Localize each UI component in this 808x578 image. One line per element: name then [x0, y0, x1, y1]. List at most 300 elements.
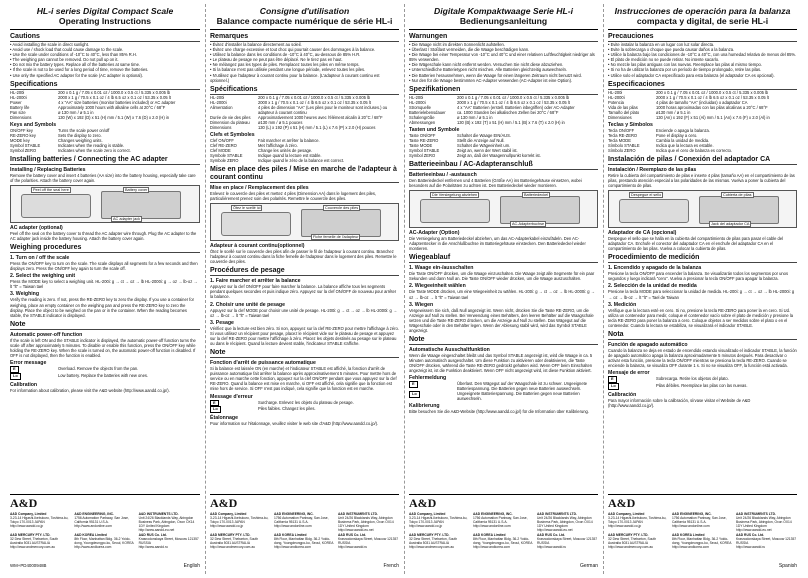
spec-label-text: Schalengröße: [409, 114, 435, 120]
caution-item: • Die Waage nicht im direkten Sonnenlicht aufstellen.: [409, 42, 598, 47]
calibration-heading: Étalonnage: [210, 415, 238, 422]
battery-figure: [409, 190, 598, 228]
column-german: [404, 4, 603, 574]
cautions-heading: Precauciones: [608, 33, 797, 42]
address-block: [672, 533, 733, 549]
ac-text: Die Versiegelung am Batteriedeckel abziehen, um das AC-Adapterkabel einzufädeln. Den AC-Adapterstecker in die Anschlußbuchse im Batteriegehäuse einstecken. Den Batteriedeckel wieder montieren.: [409, 235, 586, 252]
company-url[interactable]: http://www.aandd.co.jp: [210, 524, 244, 528]
weigh-heading: Procedimiento de medición: [608, 254, 797, 263]
company-url[interactable]: http://www.andkorea.com: [274, 545, 312, 549]
errors-label-text: E: [608, 376, 617, 383]
company-address: 1756 Automation Parkway, San Jose, California 95131 U.S.A.: [473, 516, 528, 524]
caution-item: • Si la balance n'est pas utilisée pendant une longue période, enlevez toutes les piles.: [210, 67, 399, 72]
spec-table: [409, 95, 598, 125]
weigh-steps: [210, 278, 399, 346]
company-name: A&D MERCURY PTY. LTD.: [210, 533, 251, 537]
company-name: A&D MERCURY PTY. LTD.: [409, 533, 450, 537]
company-address: 3-23-14 Higashi-Ikebukuro, Toshima-ku, Tokyo 170-0013 JAPAN: [10, 516, 69, 524]
company-url[interactable]: http://www.aandd.co.jp: [608, 524, 642, 528]
spec-value: ø130 mm / ø 5.1 in: [656, 109, 691, 115]
keys-heading: Keys and Symbols: [10, 121, 57, 128]
keys-heading: Teclas y Símbolos: [608, 121, 653, 128]
keys-value: Pone el display a cero.: [656, 132, 698, 138]
keys-label-text: Clef RE-ZERO: [210, 142, 237, 148]
spec-label-text: Dimensiones: [608, 114, 632, 120]
caution-item: • Use only the specified AC adapter for the scale (AC adapter is optional).: [10, 73, 200, 78]
caution-item: • Die Waage bei einer Temperatur von -10°C und 40°C und einer relativen Luftfeuchtigkeit niedriger als 85% verwenden.: [409, 52, 598, 62]
caution-item: • Avoid installing the scale in direct sunlight.: [10, 42, 200, 47]
spec-value: 2000 x 1 g / 70.5 x 0.1 oz / 4 lb 6.5 oz x 0.1 oz / 53.35 x 0.05 lt: [457, 99, 570, 105]
title-line-2: Operating Instructions: [58, 16, 152, 26]
errors-row: [608, 376, 797, 383]
company-url[interactable]: http://www.aandd-eu.net: [537, 528, 573, 532]
install-heading: Batterieeinbau / AC-Adapteranschluß: [409, 161, 598, 170]
install-heading: Mise en place des piles / Mise en marche de l'adapteur à courant continu: [210, 166, 399, 183]
caution-item: • Use the scale under conditions of -10°C to 40°C, less than 85% R.H.: [10, 52, 200, 57]
company-address: Krasnodonskaya Street, Moscow 121357 RUSSIA: [736, 537, 797, 545]
spec-table: [608, 90, 797, 120]
keys-label-text: Tecla RE-ZERO: [608, 132, 638, 138]
keys-table: [409, 133, 598, 158]
company-url[interactable]: http://www.aandd.ru: [537, 545, 567, 549]
address-block: [10, 512, 71, 532]
column-french: [205, 4, 404, 574]
address-block: [537, 533, 598, 549]
step-text: Presione la tecla MODE para seleccionar la unidad de medida. HL-200i: g → ct → oz → lb HL-2000i: g → oz → lb-oz → lt "lt" = Tael de Taiwan: [608, 289, 795, 300]
spec-value: Approximativement 1000 heures avec l'élément alcalin à 20°C / 68°F: [258, 114, 383, 120]
spec-value: 200 x 0.1 g / 7.05 x 0.01 oz / 1000.0 x 0.5 ct / 5.335 x 0.005 lb: [656, 89, 769, 95]
keys-value: Indicates when the reading is stable.: [58, 142, 125, 148]
step-heading: 3. Medición: [608, 301, 637, 308]
weigh-heading: Weighing procedures: [10, 244, 200, 253]
note-heading: Note: [210, 349, 399, 358]
company-address: Unit 24/26 Blacklands Way, Abingdon Business Park, Abingdon, Oxon OX14 1DY United Kingdom: [736, 516, 792, 528]
install-text: Den Batteriedeckel entfernen und 4 Batterien (Größe AA) ins Batteriegehäuse einsetzen, wobei besonders auf die Polaritäten zu achten ist. Den Batteriedeckel wieder montieren.: [409, 177, 582, 188]
spec-table: [10, 90, 200, 120]
company-name: A&D ENGINEERING, INC.: [74, 512, 114, 516]
company-address: 8th Floor, Manhattan Bldg. 36-2 Yoido-dong, Youngdeungpo-ku, Seoul, KOREA: [274, 537, 334, 545]
company-url[interactable]: http://www.andonline.com: [274, 524, 312, 528]
calibration-heading: Calibration: [10, 381, 38, 388]
spec-value: 4 x "AA" size batteries (monitor batteries included) or AC adapter: [58, 99, 176, 105]
spec-label: [210, 125, 258, 130]
weigh-heading: Wiegeablauf: [409, 254, 598, 263]
caution-item: • Utilice la balanza bajo las condiciones de -10°C a 40°C, con una humedad relativa de menos del 85%.: [608, 52, 797, 57]
column-title: [10, 6, 200, 30]
keys-row: [10, 148, 200, 153]
address-block: [537, 512, 598, 532]
title-line-2: Bedienungsanleitung: [459, 16, 548, 26]
spec-label-text: Stromquelle: [409, 104, 431, 110]
note-subheading: Automatische Ausschaltfunktion: [409, 347, 490, 354]
errors-label-text: Lo: [10, 373, 21, 380]
company-url[interactable]: http://www.aandd.ru: [138, 545, 168, 549]
errors-value: Ungeeignete Batteriespannung. Die Batterien gegen neue Batterien auswechseln.: [457, 391, 580, 402]
keys-value: Indica que el cero de balanza es correcto.: [656, 147, 733, 153]
keys-value: Enciende o apaga la balanza.: [656, 127, 710, 133]
address-block: [409, 512, 470, 532]
spec-label-text: Power: [10, 99, 22, 105]
errors-value: Überlast. Den Wägegut auf der Waagschale ist zu schwer. Ungeeignete Batteriespannung. Die Batterien gegen neue Batterien auswechseln.: [457, 381, 588, 392]
keys-value: Zeigt an, wenn der Wert stabil ist.: [457, 147, 518, 153]
step-text: Die Taste ON/OFF drücken, um die Waage einzuschalten. Die Waage zeigt alle Segmente für ein paar Sekunden und dann Null an. Die Taste ON/OFF wieder drücken, um die Waage auszuschalten.: [409, 271, 595, 282]
company-name: A&D Company, Limited: [409, 512, 446, 516]
company-url[interactable]: http://www.andmercury.com.au: [10, 545, 56, 549]
install-subheading: Installing / Replacing Batteries: [10, 166, 86, 173]
step-text: Appuyez sur la clef ON/OFF pour faire marcher la balance. La balance affiche tous les segments pendant quelques secondes et puis indique zéro. Appuyez sur la clef ON/OFF de nouveau pour arrêter la balance.: [210, 284, 397, 300]
cautions-heading: Cautions: [10, 33, 200, 42]
errors-label: [409, 381, 457, 391]
errors-row: [608, 383, 797, 390]
company-name: A&D ENGINEERING, INC.: [672, 512, 712, 516]
install-text: Remove the battery cover and insert 4 batteries (AA size) into the battery housing, especially take care of the polarities. Attach the battery cover again.: [10, 172, 196, 183]
error-table: [10, 366, 200, 380]
spec-label-text: Durée de vie des piles: [210, 114, 251, 120]
errors-row: [409, 381, 598, 391]
step-heading: 2. Selección de la unidad de medida: [608, 283, 697, 290]
instruction-sheet: [6, 4, 802, 574]
adapter-jack-label: Fiche femelle de l'adapteur: [313, 234, 359, 239]
peel-seal-label: Despegue el sello: [631, 192, 662, 197]
cautions-heading: Warnungen: [409, 33, 598, 42]
errors-label: [608, 383, 656, 390]
caution-item: • Évitez une charge excessive et tout choc qui pourrait causer des dommages à la balance.: [210, 47, 399, 52]
company-url[interactable]: http://www.aandd.ru: [338, 545, 368, 549]
errors-label-text: E: [210, 400, 219, 407]
errors-label: [210, 400, 258, 407]
scale-base-shape: [420, 199, 490, 223]
keys-value: Fait marcher et arrêter la balance.: [258, 137, 320, 143]
spec-value: ca. 1000 Stunden bei alkalischen Zellen bei 20°C / 68°F: [457, 109, 559, 115]
title-line-2: compacta y digital, de serie HL-i: [636, 16, 769, 26]
keys-table: [210, 138, 399, 163]
keys-row: [409, 153, 598, 158]
caution-item: • Si no ha de utilizar la balanza por un período de tiempo prolongado, retire las pilas.: [608, 67, 797, 72]
errors-row: [409, 391, 598, 401]
title-line-2: Balance compacte numérique de série HL-i: [216, 16, 393, 26]
company-name: A&D ENGINEERING, INC.: [473, 512, 513, 516]
spec-row: [608, 115, 797, 120]
company-address: 32 Dew Street, Thebarton, South Australia 5031 AUSTRALIA: [409, 537, 458, 545]
spec-label-text: Potencia: [608, 99, 624, 105]
spec-heading: Spécifications: [210, 86, 399, 95]
address-grid: [608, 512, 797, 549]
spec-heading: Spezifikationen: [409, 86, 598, 95]
company-address: 1756 Automation Parkway, San Jose, California 95131 U.S.A.: [672, 516, 727, 524]
language-label: Spanish: [778, 563, 797, 569]
company-address: 32 Dew Street, Thebarton, South Australia 5031 AUSTRALIA: [608, 537, 657, 545]
spec-value: 4 piles de dimension "AA" (Les piles pour le moniteur sont incluses.) ou adapteur à courant continu: [258, 104, 388, 115]
title-line-1: HL-i series Digital Compact Scale: [36, 6, 174, 16]
install-heading: Instalación de pilas / Conexión del adaptador CA: [608, 156, 797, 165]
company-url[interactable]: http://www.andonline.com: [672, 524, 710, 528]
spec-value: 2000 x 1 g / 70.5 x 0.1 oz / 4 lb 6.5 oz x 0.1 oz / 53.35 x 0.05 lt: [258, 99, 371, 105]
caution-item: • Nur den für die Waage bestimmten AC-Adapter verwenden (AC-Adapter ist eine Option).: [409, 78, 598, 83]
error-heading: Error message: [10, 360, 47, 367]
spec-label-text: HL-2000i: [608, 94, 625, 100]
cautions-list: [10, 42, 200, 78]
scale-base-shape: [221, 212, 291, 236]
column-title: [608, 6, 797, 30]
errors-value: Low battery. Replace the batteries with new ones.: [58, 372, 149, 378]
company-url[interactable]: http://www.andkorea.com: [74, 545, 112, 549]
errors-row: [210, 400, 399, 407]
error-heading: Message d'erreur: [210, 393, 253, 400]
address-block: [210, 512, 271, 532]
calibration-text: Pour information sur l'étalonnage, veuillez visiter le web site d'A&D (http://www.aandd.co.jp/).: [210, 421, 379, 427]
company-url[interactable]: http://www.aandd.co.jp: [409, 524, 443, 528]
note-heading: Note: [409, 336, 598, 345]
caution-item: • Do not mix the battery types. Replace all of the batteries at same time.: [10, 62, 200, 67]
note-subheading: Fonction d'arrêt de puissance automatique: [210, 360, 316, 367]
address-block: [473, 512, 534, 532]
company-name: A&D RUS Co. Ltd.: [736, 533, 765, 537]
step-text: Vérifiez que la lecture est bien zéro. Si non, appuyez sur la clef RE-ZERO pour mettre l'affichage à zéro. Si vous utilisez un récipient pour pesage, placez le récipient vide sur le plateau de pesage et appuyez sur la clef RE-ZERO pour mettre l'affichage à zéro. Placez les objets destinés au pesage sur le plateau ou dans le récipient. Quand la lecture devient stable, l'indicateur STABLE s'affiche.: [210, 325, 399, 346]
step-heading: 3. Pesage: [210, 319, 234, 326]
company-address: 32 Dew Street, Thebarton, South Australia 5031 AUSTRALIA: [10, 537, 59, 545]
company-url[interactable]: http://www.andmercury.com.au: [409, 545, 455, 549]
keys-label-text: Clef ON/OFF: [210, 137, 234, 143]
column-title: [409, 6, 598, 30]
company-address: Krasnodonskaya Street, Moscow 121357 RUSSIA: [537, 537, 598, 545]
company-name: A&D Company, Limited: [608, 512, 645, 516]
company-name: A&D RUS Co. Ltd.: [338, 533, 367, 537]
address-block: [74, 512, 135, 532]
battery-compartment-shape: [301, 209, 381, 237]
address-grid: [10, 512, 200, 549]
note-text: Wenn die Waage eingeschaltet bleibt und das Symbol STABLE angezeigt ist, wird die Waage in ca. 5 Minuten automatisch ausgeschaltet. Um diese Funktion zu aktivieren oder deaktivieren, die Taste ON/OFF drücken, während die Taste RE-ZERO gedrückt gehalten wird. Wenn OFF beim Einschalten angezeigt ist, ist die Funktion deaktiviert. Wenn OFF nicht angezeigt wird, ist diese Funktion aktiviert.: [409, 353, 593, 374]
company-url[interactable]: http://www.aandd-eu.net: [736, 528, 772, 532]
company-address: 3-23-14 Higashi-Ikebukuro, Toshima-ku, Tokyo 170-0013 JAPAN: [409, 516, 468, 524]
spec-label-text: Tamaño del plato: [608, 109, 640, 115]
spec-value: 1000 horas aproximadas con las pilas alcalinas a 20°C / 68°F: [656, 104, 768, 110]
spec-label-text: HL-200i: [409, 94, 424, 100]
company-address: 1756 Automation Parkway, San Jose, California 95131 U.S.A.: [74, 516, 129, 524]
company-name: A&D RUS Co. Ltd.: [537, 533, 566, 537]
address-block: [338, 533, 399, 549]
ac-text: Peel off the seal on the battery cover to thread the AC adapter wire through. Plug the AC adapter to the AC adapter jack inside the battery housing. Attach the battery cover again.: [10, 230, 197, 241]
spec-label: [409, 120, 457, 125]
errors-value: Overload. Remove the objects from the pan.: [58, 366, 139, 372]
install-text: Enlevez le couvercle des piles et mettez 4 piles (Dimension AA) dans le logement des piles, particulièrement prenez soin des polarités. Remettre le couvercle des piles.: [210, 190, 377, 201]
errors-label: [10, 373, 58, 380]
errors-value: Sobrecarga. Retire los objetos del plato.: [656, 376, 729, 382]
company-address: Unit 24/26 Blacklands Way, Abingdon Business Park, Abingdon, Oxon OX14 1DY United Kingdom: [338, 516, 394, 528]
spec-label-text: Alimentation: [210, 104, 233, 110]
errors-label: [10, 366, 58, 373]
spec-value: ø 130 mm / ø 5.1 in: [58, 109, 94, 115]
caution-item: • Evite la sobrecarga o choque que pueda causar daños a la balanza.: [608, 47, 797, 52]
company-address: Unit 24/26 Blacklands Way, Abingdon Business Park, Abingdon, Oxon OX14 1DY United Kingdom: [138, 516, 195, 528]
caution-item: • Utilisez la balance dans les conditions de -10°C à 40°C, au-dessous de 85% H.R.: [210, 52, 399, 57]
spec-label-text: Pan size: [10, 109, 26, 115]
company-url[interactable]: http://www.aandd-eu.net: [138, 528, 175, 532]
keys-label-text: Symbole ZERO: [210, 157, 239, 163]
cautions-list: [608, 42, 797, 78]
company-url[interactable]: http://www.andkorea.com: [672, 545, 710, 549]
company-name: A&D KOREA Limited: [74, 533, 107, 537]
errors-label: [210, 406, 258, 413]
caution-item: • Utilice solo el adaptador CA especificado para esta balanza (el adaptador CA es opcional).: [608, 73, 797, 78]
keys-label-text: Symbol STABLE: [10, 142, 41, 148]
brand-logo: A&D: [210, 496, 238, 510]
address-block: [10, 533, 71, 549]
step-text: Press the MODE key to select a weighing unit. HL-200i: g → ct → oz → lb HL-2000i: g → oz → lb-oz → lt "lt" = Taiwan tael: [10, 279, 198, 290]
company-name: A&D MERCURY PTY. LTD.: [10, 533, 51, 537]
spec-value: 4 x "AA" Batterien (erstell. Batterien inbegriffen) oder AC-Adapter: [457, 104, 575, 110]
errors-label-text: E: [409, 381, 418, 388]
keys-label-text: Taste MODE: [409, 142, 433, 148]
caution-item: • N'utilisez que l'adapteur à courant continu pour la balance. (L'adapteur à courant continu est optionnel.): [210, 73, 399, 83]
keys-label: [409, 153, 457, 158]
error-table: [210, 400, 399, 414]
company-name: A&D KOREA Limited: [672, 533, 705, 537]
company-name: A&D INSTRUMENTS LTD.: [736, 512, 776, 516]
keys-row: [608, 148, 797, 153]
battery-compartment-shape: [500, 196, 580, 224]
column-english: [6, 4, 205, 574]
caution-item: • Unterschiedliche Batterietypen nicht mischen. Alle Batterien gleichzeitig auswechseln.: [409, 67, 598, 72]
spec-label-text: Abmessungen: [409, 119, 436, 125]
spec-label-text: Dimension du plateau: [210, 119, 250, 125]
spec-value: ø 130 mm / ø 5.1 in: [457, 114, 493, 120]
step-text: Appuyez sur la clef MODE pour choisir une unité de pesage. HL-200i: g → ct → oz → lb HL-2000i: g → oz → lb-oz → lt "lt" = Taiwan tael: [210, 307, 398, 318]
spec-label-text: Battery life: [10, 104, 30, 110]
keys-table: [10, 128, 200, 153]
caution-item: • No mezcle las pilas antiguas con las nuevas. Reemplace las pilas al mismo tiempo.: [608, 62, 797, 67]
address-block: [736, 533, 797, 549]
keys-label-text: MODE key: [10, 137, 30, 143]
spec-label-text: HL-200i: [10, 89, 25, 95]
cautions-heading: Remarques: [210, 33, 399, 42]
language-label: English: [183, 563, 200, 569]
brand-logo: A&D: [608, 496, 636, 510]
spec-label: [608, 115, 656, 120]
spec-label-text: HL-2000i: [409, 99, 426, 105]
ac-subheading: AC-Adapter (Option): [409, 229, 460, 236]
keys-value: Indica que la lectura es estable.: [656, 142, 714, 148]
spec-label-text: Dimensions: [10, 114, 32, 120]
spec-value: 200 x 0.1 g / 7.05 x 0.01 oz / 1000.0 x 0.5 ct / 5.335 x 0.005 lb: [258, 94, 371, 100]
keys-value: Zeigt an, daß der Waagennullpunkt korrekt ist.: [457, 152, 541, 158]
company-name: A&D RUS Co. Ltd.: [138, 533, 167, 537]
company-address: 8th Floor, Manhattan Bldg. 36-2 Yoido-dong, Youngdeungpo-ku, Seoul, KOREA: [672, 537, 732, 545]
calibration-heading: Calibración: [608, 391, 637, 398]
errors-label-text: Lo: [409, 391, 420, 398]
footer: [10, 494, 200, 569]
error-table: [409, 381, 598, 401]
keys-value: Change les unités de pesage.: [258, 147, 313, 153]
weigh-steps: [409, 265, 598, 333]
battery-cover-label: Cubierta de pilas: [723, 192, 752, 197]
keys-value: Met l'affichage à zéro.: [258, 142, 298, 148]
company-url[interactable]: http://www.aandd-eu.net: [338, 528, 374, 532]
keys-label-text: Símbolo ZERO: [608, 147, 636, 153]
keys-value: Stellt die Anzeige auf Null.: [457, 137, 505, 143]
caution-item: • Überlast / Stoßlast vermeiden, die die Waage beschädigen kann.: [409, 47, 598, 52]
step-heading: 3. Wiegen: [409, 301, 434, 308]
keys-value: Schaltet die Wägeeinheit um.: [457, 142, 511, 148]
language-label: German: [579, 563, 598, 569]
install-subheading: Batterieeinbau / -austausch: [409, 171, 477, 178]
spec-value: 200 x 0.1 g / 7.05 x 0.01 oz / 1000.0 x 0.5 ct / 5.335 x 0.005 lb: [58, 89, 171, 95]
address-block: [74, 533, 135, 549]
spec-table: [210, 95, 399, 130]
column-title: [210, 6, 399, 30]
spec-label: [10, 115, 58, 120]
address-block: [274, 512, 335, 532]
peel-seal-label: Die Versiegelung abziehen: [432, 192, 478, 197]
errors-label-text: Lo: [210, 406, 221, 413]
company-url[interactable]: http://www.aandd.ru: [736, 545, 766, 549]
step-heading: 1. Faire marcher et arrêter la balance: [210, 278, 301, 285]
company-name: A&D Company, Limited: [210, 512, 247, 516]
company-url[interactable]: http://www.andmercury.com.au: [210, 545, 256, 549]
caution-item: • El plato de medición no se puede retirar. No intente sacarlo.: [608, 57, 797, 62]
caution-item: • If the scale is not to be used for a long period of time, remove the batteries.: [10, 67, 200, 72]
spec-value: ø130 mm / ø 5.1 pouces: [258, 119, 303, 125]
company-address: Krasnodonskaya Street, Moscow 121357 RUSSIA: [138, 537, 199, 545]
keys-label-text: Símbolo STABLE: [608, 142, 640, 148]
calibration-text: Para mayor información sobre la calibración, sírvase visitar el Website de A&D (http://www.aandd.co.jp/).: [608, 397, 751, 409]
company-name: A&D INSTRUMENTS LTD.: [138, 512, 179, 516]
battery-compartment-shape: [699, 196, 779, 224]
keys-label-text: Tecla MODE: [608, 137, 631, 143]
step-heading: 1. Turn on / off the scale: [10, 255, 70, 262]
scale-base-shape: [21, 194, 91, 218]
keys-label-text: Taste ON/OFF: [409, 132, 436, 138]
keys-label-text: Symbole STABLE: [210, 152, 243, 158]
spec-value: 2000 x 1 g / 70.5 x 0.1 oz / 4 lb 6.5 oz x 0.1 oz / 53.35 x 0.05 lt: [58, 94, 171, 100]
step-heading: 2. Choisir une unité de pesage: [210, 301, 285, 308]
spec-label-text: Vida de las pilas: [608, 104, 638, 110]
errors-label-text: Lo: [608, 383, 619, 390]
caution-item: • Évitez d'installer la balance directement au soleil.: [210, 42, 399, 47]
calibration-text: Bitte besuchen Sie die A&D-Website (http://www.aandd.co.jp/) für die Information über Kalibrierung.: [409, 409, 589, 415]
ac-subheading: Adapteur à courant continu(optionnel): [210, 242, 305, 249]
company-url[interactable]: http://www.andonline.com: [74, 524, 112, 528]
company-address: 3-23-14 Higashi-Ikebukuro, Toshima-ku, Tokyo 170-0013 JAPAN: [608, 516, 667, 524]
address-block: [409, 533, 470, 549]
company-url[interactable]: http://www.aandd.co.jp: [10, 524, 44, 528]
step-text: Die Taste MODE drücken, um eine Wiegeeinheit zu wählen. HL-200i: g → ct → oz → lb HL-2000i: g → oz → lb-oz → lt "lt" = Taiwan tael: [409, 289, 595, 300]
errors-label: [409, 391, 457, 401]
company-url[interactable]: http://www.andmercury.com.au: [608, 545, 654, 549]
peel-seal-label: Peel off the seal here: [33, 187, 69, 192]
title-line-1: Instrucciones de operación para la balanza: [614, 6, 791, 16]
errors-row: [210, 406, 399, 413]
keys-label-text: Taste RE-ZERO: [409, 137, 439, 143]
address-block: [139, 533, 200, 549]
column-spanish: [603, 4, 802, 574]
spec-row: [210, 105, 399, 115]
caution-item: • Avoid use / shock load that could cause damage to the scale.: [10, 47, 200, 52]
brand-logo: A&D: [409, 496, 437, 510]
address-block: [672, 512, 733, 532]
address-block: [274, 533, 335, 549]
caution-item: • Le plateau de pesage ne peut pas être déplacé. Ne le tirez pas en haut.: [210, 57, 399, 62]
address-grid: [210, 512, 399, 549]
company-url[interactable]: http://www.andkorea.com: [473, 545, 511, 549]
errors-label-text: E: [10, 366, 19, 373]
keys-value: Indicates when the scale zero is correct.: [58, 147, 131, 153]
spec-value: 4 pilas de tamaño "AA" (incluidas) o adaptador CA: [656, 99, 748, 105]
battery-compartment-shape: [101, 191, 181, 219]
caution-item: • The weighing pan cannot be removed. Do not pull up on it.: [10, 57, 200, 62]
battery-figure: [210, 203, 399, 241]
company-url[interactable]: http://www.andonline.com: [473, 524, 511, 528]
caution-item: • Evite instalar la balanza en un lugar con luz solar directa.: [608, 42, 797, 47]
